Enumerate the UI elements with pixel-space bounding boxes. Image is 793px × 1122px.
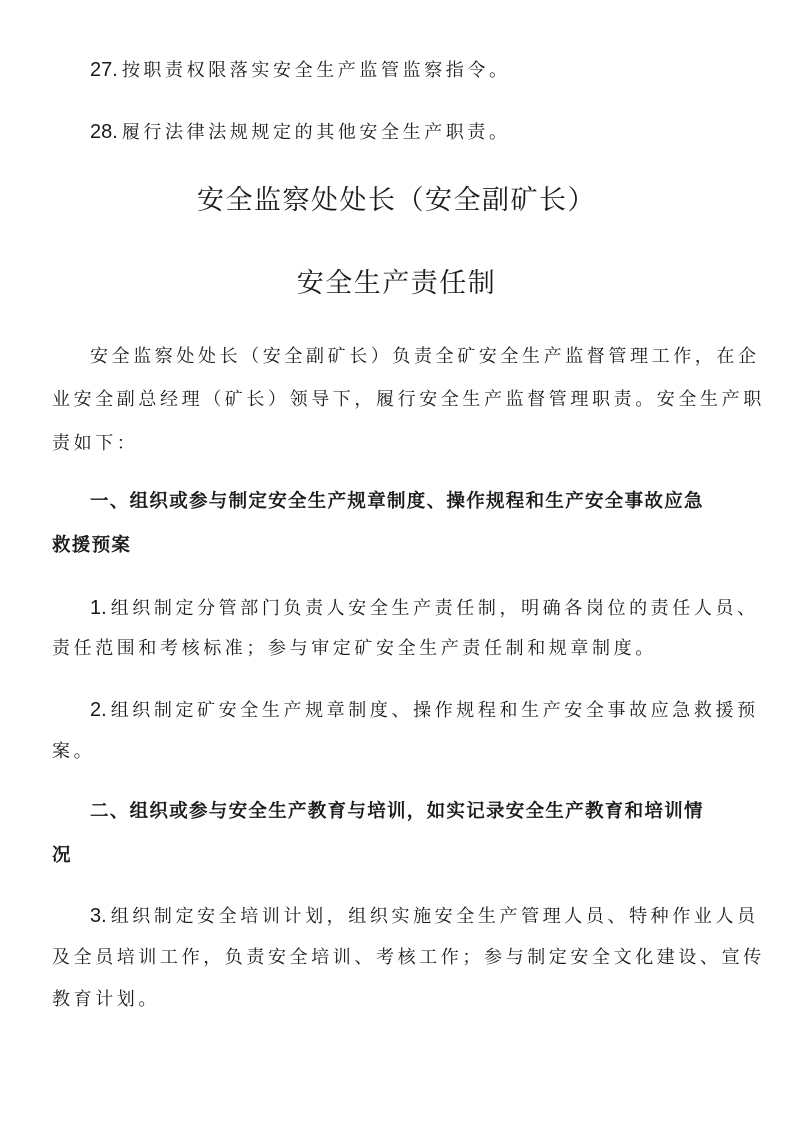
item-number: 3. <box>90 905 107 927</box>
intro-line-1: 安全监察处处长（安全副矿长）负责全矿安全生产监督管理工作，在企 <box>90 346 760 367</box>
list-item-3 <box>90 903 759 930</box>
item-number: 27. <box>90 59 118 81</box>
item-text: 按职责权限落实安全生产监管监察指令。 <box>121 60 511 81</box>
intro-line-3: 责如下： <box>52 433 139 454</box>
list-item-3-line-2: 及全员培训工作，负责安全培训、考核工作；参与制定安全文化建设、宣传 <box>52 947 765 968</box>
item-text: 组织制定矿安全生产规章制度、操作规程和生产安全事故应急救援预 <box>110 700 759 721</box>
item-text: 履行法律法规规定的其他安全生产职责。 <box>121 122 511 143</box>
section-heading-2-line-1: 二、组织或参与安全生产教育与培训，如实记录安全生产教育和培训情 <box>90 801 704 822</box>
item-number: 28. <box>90 121 118 143</box>
list-item-1-line-2: 责任范围和考核标准；参与审定矿安全生产责任制和规章制度。 <box>52 638 657 659</box>
item-number: 1. <box>90 597 107 619</box>
title-line-1: 安全监察处处长（安全副矿长） <box>197 185 596 216</box>
section-heading-1-line-1: 一、组织或参与制定安全生产规章制度、操作规程和生产安全事故应急 <box>90 491 704 512</box>
item-text: 组织制定分管部门负责人安全生产责任制，明确各岗位的责任人员、 <box>110 598 759 619</box>
section-heading-2-line-2: 况 <box>52 845 72 866</box>
item-text: 组织制定安全培训计划，组织实施安全生产管理人员、特种作业人员 <box>110 906 759 927</box>
list-item-2-line-2: 案。 <box>52 741 96 762</box>
intro-line-2: 业安全副总经理（矿长）领导下，履行安全生产监督管理职责。安全生产职 <box>52 389 765 410</box>
list-item-27 <box>90 57 747 84</box>
list-item-3-line-3: 教育计划。 <box>52 989 160 1010</box>
list-item-2 <box>90 697 759 724</box>
title-line-2: 安全生产责任制 <box>296 268 497 299</box>
list-item-1 <box>90 595 759 622</box>
list-item-28 <box>90 119 747 146</box>
item-number: 2. <box>90 699 107 721</box>
section-heading-1-line-2: 救援预案 <box>52 535 132 556</box>
